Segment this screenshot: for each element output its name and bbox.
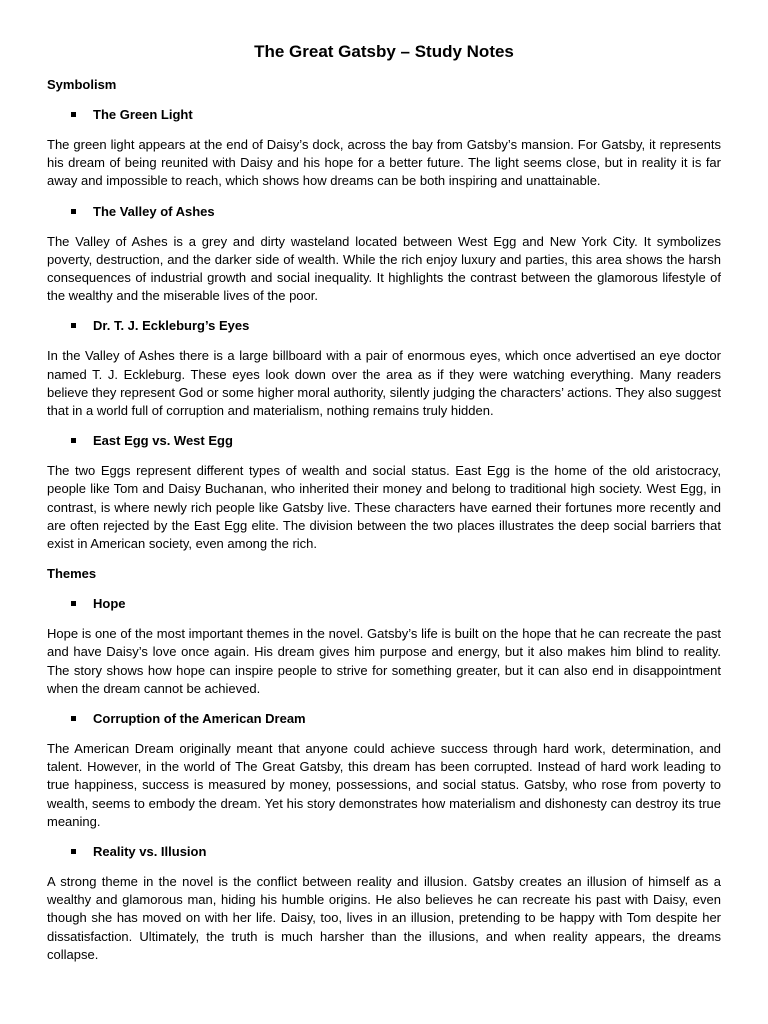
- topic-valley-of-ashes: [47, 203, 721, 306]
- topic-paragraph: The American Dream originally meant that anyone could achieve success through hard work, determination, and talent. However, in the world of The Great Gatsby, this dream has been corrupted. Instead of hard work leading to true happiness, success is measured by money, possessions, and social status. Gatsby, who rose from poverty to wealth, seems to embody the dream. Yet his story demonstrates how materialism and dishonesty can destroy its true meaning.: [47, 741, 721, 829]
- document-page: [47, 40, 721, 976]
- square-bullet-icon: [71, 849, 76, 854]
- section-themes: [47, 565, 721, 964]
- topic-reality-illusion: [47, 843, 721, 964]
- topic-heading-text: East Egg vs. West Egg: [93, 433, 233, 449]
- section-heading: Symbolism: [47, 77, 117, 92]
- topic-green-light: [47, 106, 721, 191]
- square-bullet-icon: [71, 323, 76, 328]
- topic-heading: [47, 595, 721, 613]
- topic-american-dream: [47, 710, 721, 831]
- topic-heading: [47, 203, 721, 221]
- topic-heading-text: Hope: [93, 596, 126, 612]
- topic-east-west-egg: [47, 432, 721, 553]
- section-symbolism: [47, 76, 721, 553]
- topic-heading: [47, 710, 721, 728]
- topic-heading-text: The Valley of Ashes: [93, 203, 215, 219]
- topic-paragraph: The green light appears at the end of Daisy’s dock, across the bay from Gatsby’s mansion. For Gatsby, it represents his dream of being reunited with Daisy and his hope for a better future. The light seems close, but in reality it is far away and impossible to reach, which shows how dreams can be both inspiring and unattainable.: [47, 137, 721, 189]
- topic-hope: [47, 595, 721, 698]
- topic-heading: [47, 432, 721, 450]
- square-bullet-icon: [71, 209, 76, 214]
- topic-heading-text: Reality vs. Illusion: [93, 844, 207, 860]
- topic-paragraph: A strong theme in the novel is the conflict between reality and illusion. Gatsby creates an illusion of himself as a wealthy and glamorous man, hiding his humble origins. He also believes he can recreate his past with Daisy, even though she has moved on with her life. Daisy, too, lives in an illusion, pretending to be happy with Tom despite her dissatisfaction. Ultimately, the truth is much harsher than the illusions, and when reality appears, the dreams collapse.: [47, 874, 721, 962]
- section-heading: Themes: [47, 566, 97, 582]
- topic-paragraph: Hope is one of the most important themes in the novel. Gatsby’s life is built on the hope that he can recreate the past and have Daisy’s love once again. His dream gives him purpose and energy, but it also makes him blind to reality. The story shows how hope can inspire people to strive for something greater, but it can also end in disappointment when the dream cannot be achieved.: [47, 626, 721, 696]
- square-bullet-icon: [71, 716, 76, 721]
- topic-heading-text: Corruption of the American Dream: [93, 711, 306, 727]
- square-bullet-icon: [71, 112, 76, 117]
- document-title: The Great Gatsby – Study Notes: [254, 42, 514, 61]
- topic-paragraph: The Valley of Ashes is a grey and dirty wasteland located between West Egg and New York City. It symbolizes poverty, destruction, and the darker side of wealth. While the rich enjoy luxury and parties, this area shows the harsh consequences of industrial growth and social inequality. It highlights the contrast between the glamorous lifestyle of the wealthy and the miserable lives of the poor.: [47, 233, 721, 304]
- topic-heading: [47, 106, 721, 124]
- topic-paragraph: In the Valley of Ashes there is a large billboard with a pair of enormous eyes, which once advertised an eye doctor named T. J. Eckleburg. These eyes look down over the area as if they were watching everything. Many readers believe they represent God or some higher moral authority, silently judging the characters’ actions. They also suggest that in a world full of corruption and materialism, nothing remains truly hidden.: [47, 348, 721, 419]
- topic-heading: [47, 317, 721, 335]
- topic-heading: [47, 843, 721, 861]
- topic-heading-text: Dr. T. J. Eckleburg’s Eyes: [93, 318, 250, 334]
- topic-paragraph: The two Eggs represent different types of wealth and social status. East Egg is the home of the old aristocracy, people like Tom and Daisy Buchanan, who inherited their money and belong to traditional high society. West Egg, in contrast, is where newly rich people like Gatsby live. These characters have earned their fortunes more recently and are often rejected by the East Egg elite. The division between the two places illustrates the deep social barriers that exist in American society, even among the rich.: [47, 463, 721, 552]
- topic-eckleburg-eyes: [47, 317, 721, 420]
- square-bullet-icon: [71, 601, 76, 606]
- topic-heading-text: The Green Light: [93, 107, 193, 122]
- square-bullet-icon: [71, 438, 76, 443]
